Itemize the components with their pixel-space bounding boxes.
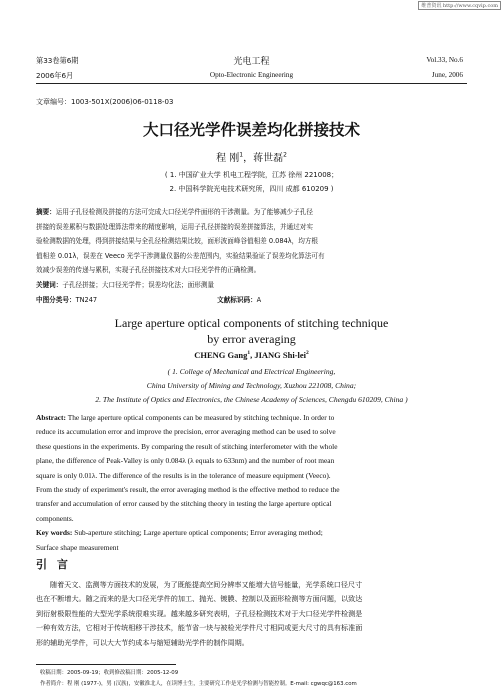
- affiliation-en-2: China University of Mining and Technology, Xuzhou 221008, China;: [146, 381, 357, 390]
- introduction-body: 随着天文、监测等方面技术的发展，为了既能提高空间分辨率又能增大信号能量，光学系统口径尺寸 也在不断增大。随之而来的是大口径光学件的加工、抛光、镀膜、控制以及面形检测等方面问题，以致达 到衍射极限性能的大型光学系统很难实现。越来越多研究表明，子孔径检测技术对于大口径光学件检测是 一种有效方法，它相对于传统相移干涉技术，能节省一块与被检光学件尺寸相同或更大尺寸的具有标准面 形的辅助光学件，可以大大节约成本与缩短辅助光学件的制作周期。: [36, 580, 363, 647]
- authors-en: CHENG Gang$^1$, JIANG Shi-lei$^2$: [194, 350, 309, 360]
- classification-cn: 中图分类号：TN247 文献标识码：A: [36, 295, 262, 304]
- footnote-rule: [36, 664, 176, 665]
- affiliation-cn-2: 2. 中国科学院光电技术研究所，四川 成都 610209 ): [169, 185, 334, 193]
- affiliation-cn-1: ( 1. 中国矿业大学 机电工程学院，江苏 徐州 221008；: [164, 171, 339, 179]
- footnote-received: 收稿日期：2005-09-19；收到修改稿日期：2005-12-09: [40, 670, 179, 676]
- article-number: 文章编号：1003-501X(2006)06-0118-03: [36, 98, 174, 106]
- affiliation-en-1: ( 1. College of Mechanical and Electrical Engineering,: [167, 367, 336, 376]
- watermark: 维普资讯 http://www.cqvip.com: [418, 1, 501, 10]
- header-rule: [36, 83, 467, 84]
- volume-en: Vol.33, No.6: [426, 56, 463, 64]
- authors-cn: 程 刚$^1$，蒋世磊$^2$: [216, 151, 287, 164]
- journal-en: Opto-Electronic Engineering: [209, 71, 294, 79]
- date-cn: 2006年6月: [36, 71, 74, 80]
- volume-cn: 第33卷第6期: [36, 56, 79, 65]
- journal-cn: 光电工程: [233, 57, 270, 67]
- section-heading-introduction: 引 言: [36, 558, 71, 571]
- keywords-cn: 关键词：子孔径拼接；大口径光学件；误差均化法；面形测量: [36, 280, 215, 289]
- abstract-en: Abstract: The large aperture optical components can be measured by stitching technique. In order to reduce its accumulation error and improve the precision, error averaging method can be used to solve these questions in the experiments. By comparing the result of stitching interferometer with the whole plane, the difference of Peak-Valley is only 0.084λ (λ equals to 633nm) and the number of root mean square is only 0.01λ. The difference of the results is in the tolerance of measure equipment (Veeco). From the study of experiment's result, the error averaging method is the effective method to reduce the transfer and accumulation of error caused by the stitching theory in testing the large aperture optical components. Key words: Sub-aperture stitching; Large aperture optical components; Error averaging method; Surface shape measurement: [36, 411, 468, 555]
- title-en-1: Large aperture optical components of stitching technique: [114, 316, 389, 330]
- abstract-cn: 摘要：运用子孔径检测及拼接的方法可完成大口径光学件面形的干涉测量。为了能够减少子孔径 拼接的误差累积与数据处理算法带来的精度影响，运用子孔径拼接的误差拼接算法，并通过对实 验检测数据的处理，得到拼接结果与全孔径检测结果比较，面形波面峰谷值相差 0.084λ，均方根 值相差 0.01λ，误差在 Veeco 光学干涉测量仪器的公差范围内，实验结果验证了误差均化算法可有 效减少误差的传递与累积，实现子孔径拼接技术对大口径光学件的正确检测。 关键词：子孔径拼接；大口径光学件；误差均化法；面形测量 中图分类号：TN247 文献标识码：A: [36, 205, 468, 307]
- title-en-2: by error averaging: [207, 332, 296, 346]
- footnote-author-bio: 作者简介：程 刚 (1977-)，男 (汉族)，安徽淮北人，在读博士生，主要研究工作是光学检测与智能控制。E-mail: cgwqc@163.com: [40, 681, 357, 687]
- keywords-en: Key words: Sub-aperture stitching; Large aperture optical components; Error averaging method;: [36, 528, 323, 538]
- affiliation-en-3: 2. The Institute of Optics and Electronics, the Chinese Academy of Sciences, Chengdu 610209, China ): [95, 395, 408, 404]
- title-cn: 大口径光学件误差均化拼接技术: [142, 121, 360, 139]
- date-en: June, 2006: [431, 71, 463, 79]
